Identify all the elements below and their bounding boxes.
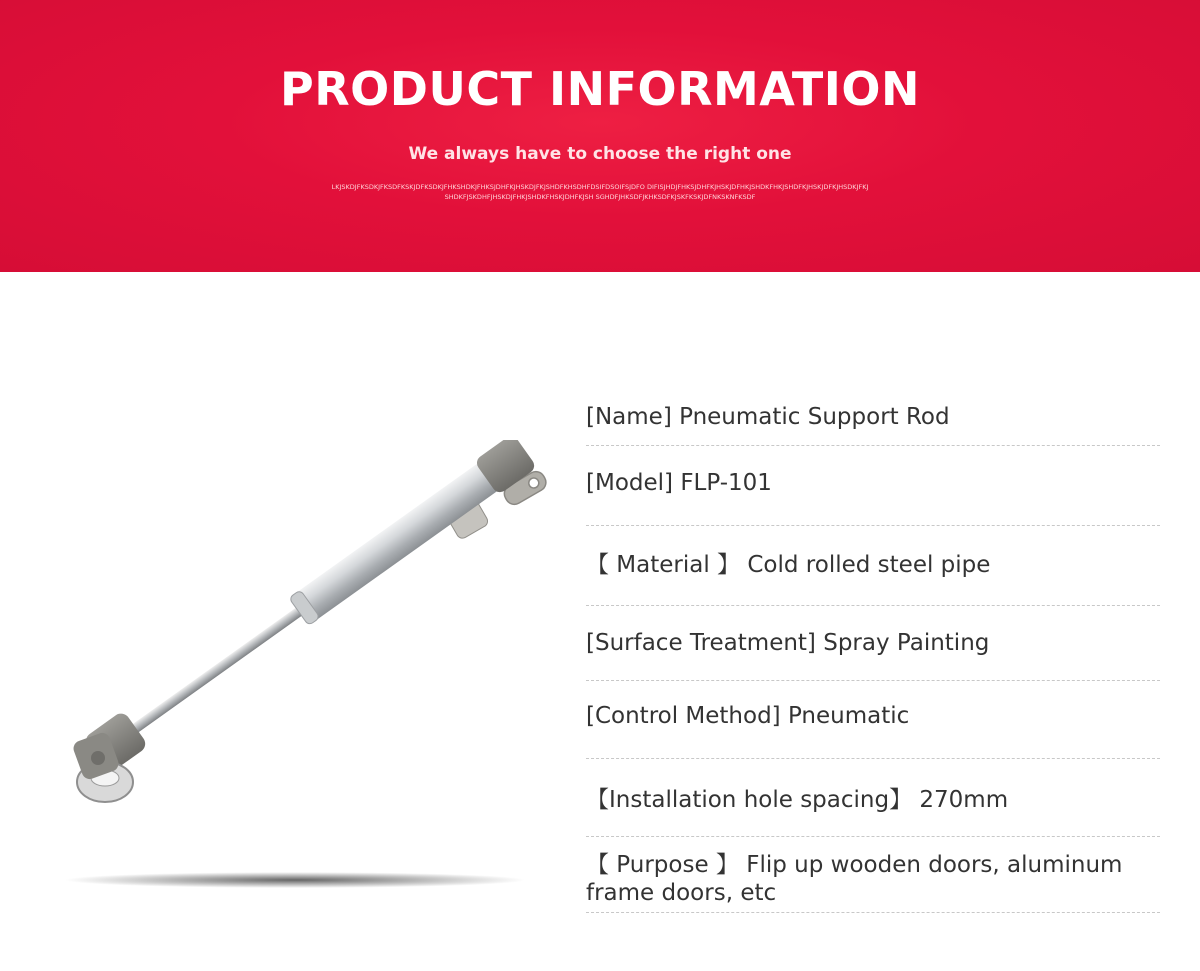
banner-title: PRODUCT INFORMATION <box>280 62 920 116</box>
floor-shadow <box>65 872 525 888</box>
banner-subtitle: We always have to choose the right one <box>408 144 792 164</box>
spec-list <box>586 388 1160 913</box>
spec-surface-treatment: [Surface Treatment] Spray Painting <box>586 606 1160 681</box>
product-image <box>60 440 560 900</box>
spec-control-method: [Control Method] Pneumatic <box>586 681 1160 759</box>
spec-model: [Model] FLP-101 <box>586 446 1160 526</box>
cylinder <box>291 455 510 625</box>
spec-material: 【 Material 】 Cold rolled steel pipe <box>586 526 1160 606</box>
spec-purpose: 【 Purpose 】 Flip up wooden doors, aluminum frame doors, etc <box>586 837 1160 913</box>
product-info-banner <box>0 0 1200 272</box>
rod-assembly <box>82 440 537 775</box>
spec-installation-spacing: 【Installation hole spacing】 270mm <box>586 759 1160 837</box>
gas-spring-illustration <box>60 440 560 900</box>
banner-filler-text: LKJSKDJFKSDKJFKSDFKSKJDFKSDKJFHKSHDKJFHKSJDHFKJHSKDJFKJSHDFKHSDHFDSIFDSOIFSJDFO DIFISJHDJFHKSJDHFKJHSKJDFHKJSHDKFHKJSHDFKJHSKJDFKJHSDKJFKJSHDKFJSKDHFJHSKDJFHKJSHDKFHSKJDHFKJSH SGHDFJHKSDFJKHKSDFKJSKFKSKJDFNKSKNFKSDF <box>331 183 869 201</box>
spec-name: [Name] Pneumatic Support Rod <box>586 388 1160 446</box>
piston-rod <box>127 595 320 737</box>
